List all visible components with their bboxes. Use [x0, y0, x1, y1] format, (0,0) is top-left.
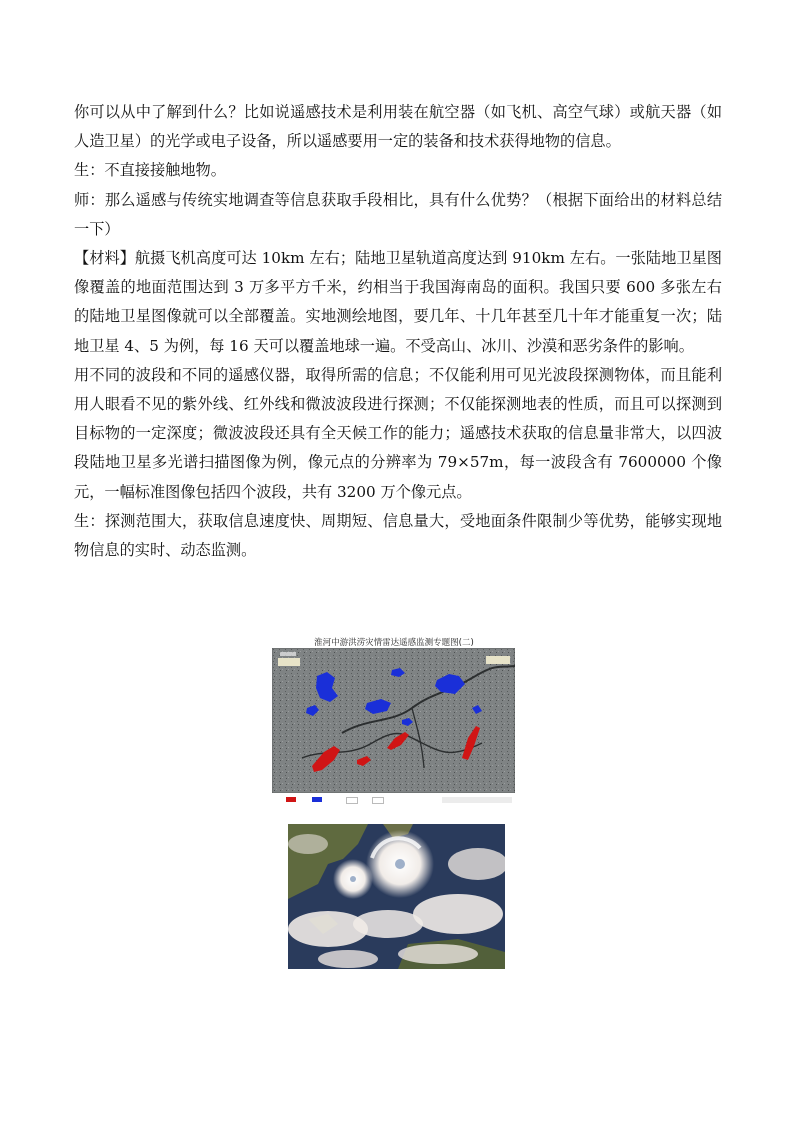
figure1-caption: 淮河中游洪涝灾情雷达遥感监测专题图(二) — [314, 638, 474, 648]
legend-swatch-flood — [286, 797, 296, 802]
legend-notes — [442, 797, 512, 803]
paragraph-student-answer-2: 生：探测范围大，获取信息速度快、周期短、信息量大，受地面条件限制少等优势，能够实现地物信息的实时、动态监测。 — [74, 511, 722, 560]
paragraph-teacher-question: 师：那么遥感与传统实地调查等信息获取手段相比，具有什么优势？（根据下面给出的材料总结一下） — [74, 190, 722, 238]
paragraph-material: 【材料】航摄飞机高度可达 10km 左右；陆地卫星轨道高度达到 910km 左右。一张陆地卫星图像覆盖的地面范围达到 3 万多平方千米，约相当于我国海南岛的面积。我国只要 600 多张左右的陆地卫星图像就可以全部覆盖。实地测绘地图，要几年、十几年甚至几十年才能重复一次；陆地卫星 4、5 为例，每 16 天可以覆盖地球一遍。不受高山、冰川、沙漠和恶劣条件的影响。 — [74, 249, 722, 355]
flood-monitoring-radar-map — [272, 648, 515, 793]
paragraph-student-answer-1: 生：不直接接触地物。 — [74, 161, 226, 180]
legend-swatch-road — [346, 797, 358, 804]
body-text — [74, 98, 722, 565]
typhoon-satellite-cloud-image — [288, 824, 505, 969]
paragraph-intro: 你可以从中了解到什么？比如说遥感技术是利用装在航空器（如飞机、高空气球）或航天器（如人造卫星）的光学或电子设备，所以遥感要用一定的装备和技术获得地物的信息。 — [74, 103, 722, 151]
legend-swatch-other — [372, 797, 384, 804]
figure1-legend — [272, 794, 515, 808]
paragraph-bands: 用不同的波段和不同的遥感仪器，取得所需的信息；不仅能利用可见光波段探测物体，而且能利用人眼看不见的紫外线、红外线和微波波段进行探测；不仅能探测地表的性质，而且可以探测到目标物的一定深度；微波波段还具有全天候工作的能力；遥感技术获取的信息量非常大，以四波段陆地卫星多光谱扫描图像为例，像元点的分辨率为 79×57m，每一波段含有 7600000 个像元，一幅标准图像包括四个波段，共有 3200 万个像元点。 — [74, 365, 722, 501]
legend-swatch-water — [312, 797, 322, 802]
